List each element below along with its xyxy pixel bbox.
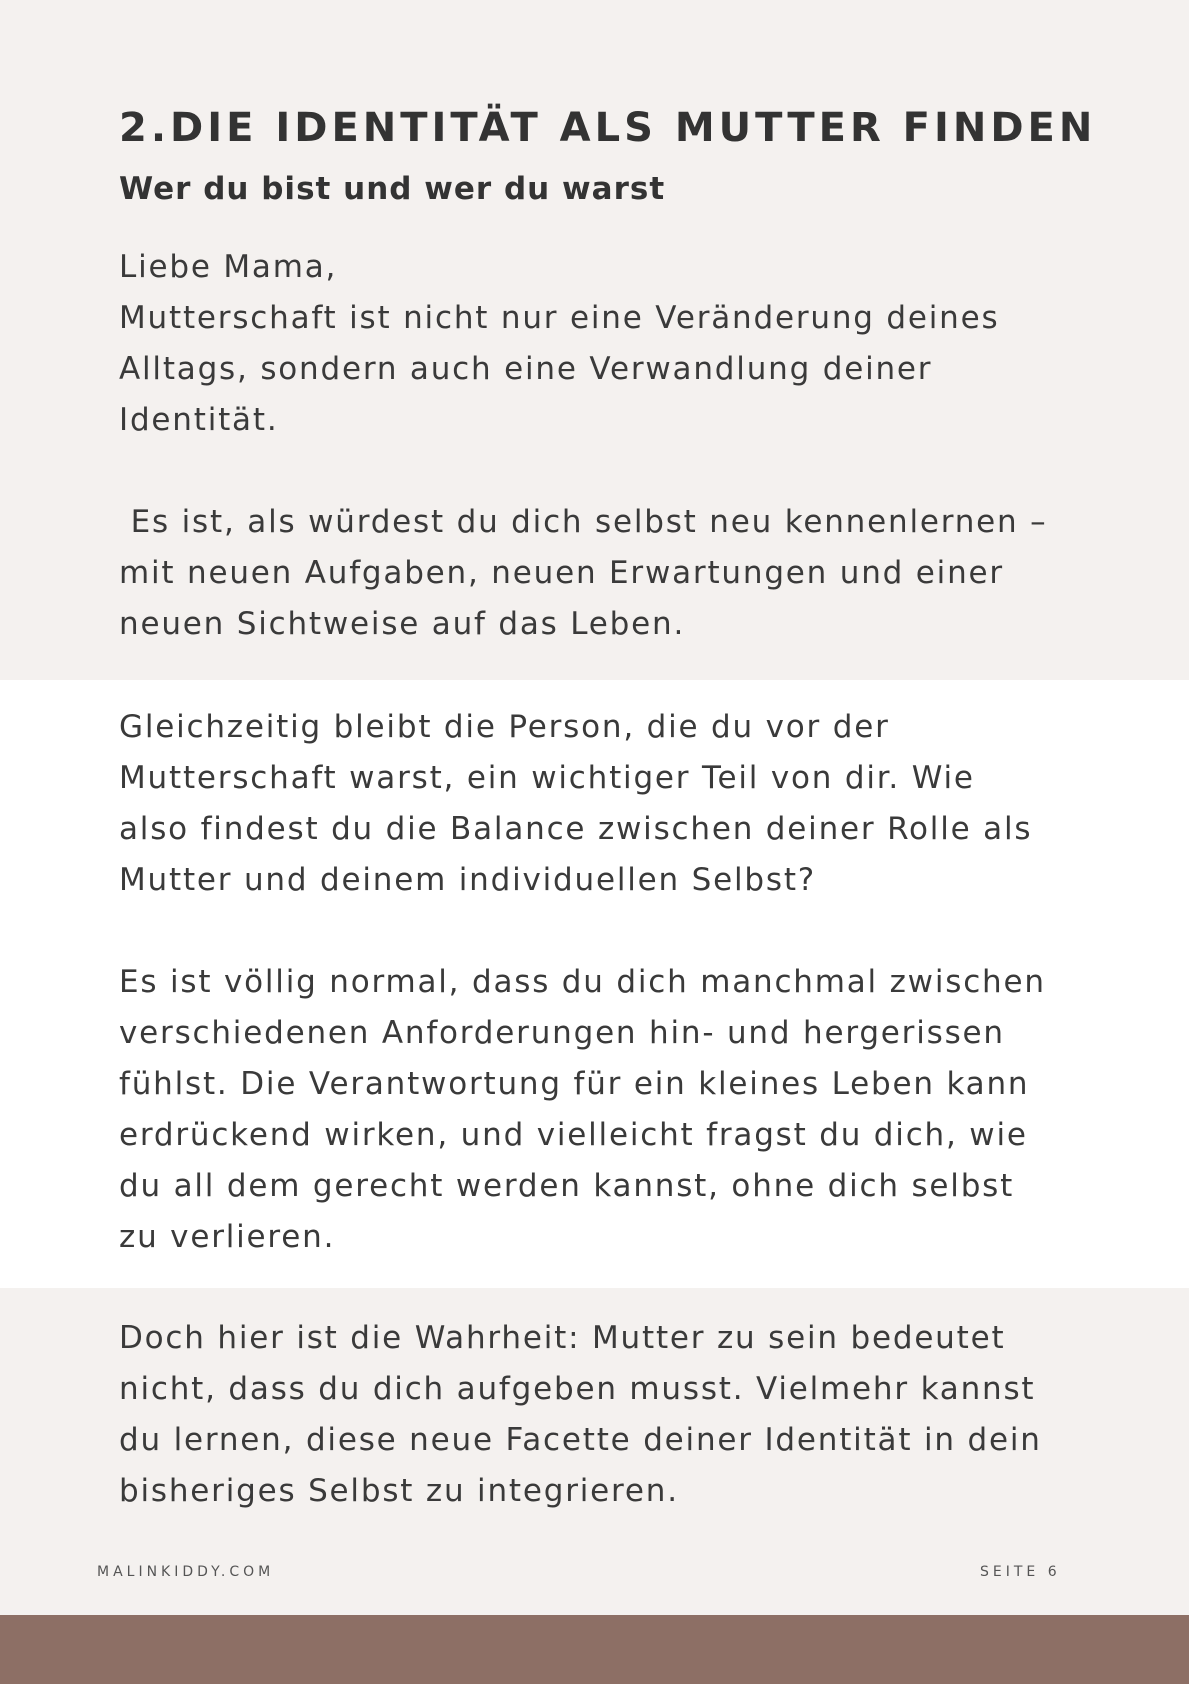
- text-line: du lernen, diese neue Facette deiner Identität in dein: [119, 1422, 1042, 1458]
- text-line: Es ist völlig normal, dass du dich manchmal zwischen: [119, 964, 1046, 1000]
- text-line: Mutterschaft ist nicht nur eine Veränderung deines: [119, 300, 1000, 336]
- closing-paragraph: [119, 1313, 1042, 1517]
- text-line: Mutter und deinem individuellen Selbst?: [119, 862, 817, 898]
- text-line: Alltags, sondern auch eine Verwandlung deiner: [119, 351, 933, 387]
- intro-paragraphs: [119, 242, 1047, 650]
- text-line: Liebe Mama,: [119, 249, 338, 285]
- text-line: bisheriges Selbst zu integrieren.: [119, 1473, 679, 1509]
- page-subtitle: Wer du bist und wer du warst: [119, 171, 666, 207]
- text-line: Doch hier ist die Wahrheit: Mutter zu sein bedeutet: [119, 1320, 1006, 1356]
- text-line: also findest du die Balance zwischen deiner Rolle als: [119, 811, 1033, 847]
- footer-page-number: SEITE 6: [980, 1564, 1061, 1580]
- text-line: du all dem gerecht werden kannst, ohne dich selbst: [119, 1168, 1015, 1204]
- text-line: mit neuen Aufgaben, neuen Erwartungen und einer: [119, 555, 1004, 591]
- text-line: Identität.: [119, 402, 279, 438]
- text-line: verschiedenen Anforderungen hin- und hergerissen: [119, 1015, 1005, 1051]
- text-line: Gleichzeitig bleibt die Person, die du vor der: [119, 709, 890, 745]
- text-line: zu verlieren.: [119, 1219, 336, 1255]
- middle-paragraphs: [119, 702, 1046, 1263]
- footer-website: MALINKIDDY.COM: [97, 1564, 275, 1580]
- text-line: neuen Sichtweise auf das Leben.: [119, 606, 686, 642]
- page-title: 2.DIE IDENTITÄT ALS MUTTER FINDEN: [119, 105, 1097, 151]
- footer-color-bar: [0, 1615, 1189, 1684]
- text-line: Mutterschaft warst, ein wichtiger Teil von dir. Wie: [119, 760, 975, 796]
- text-line: nicht, dass du dich aufgeben musst. Vielmehr kannst: [119, 1371, 1036, 1407]
- text-line: fühlst. Die Verantwortung für ein kleines Leben kann: [119, 1066, 1030, 1102]
- text-line: erdrückend wirken, und vielleicht fragst du dich, wie: [119, 1117, 1028, 1153]
- text-line: Es ist, als würdest du dich selbst neu kennenlernen –: [119, 504, 1048, 540]
